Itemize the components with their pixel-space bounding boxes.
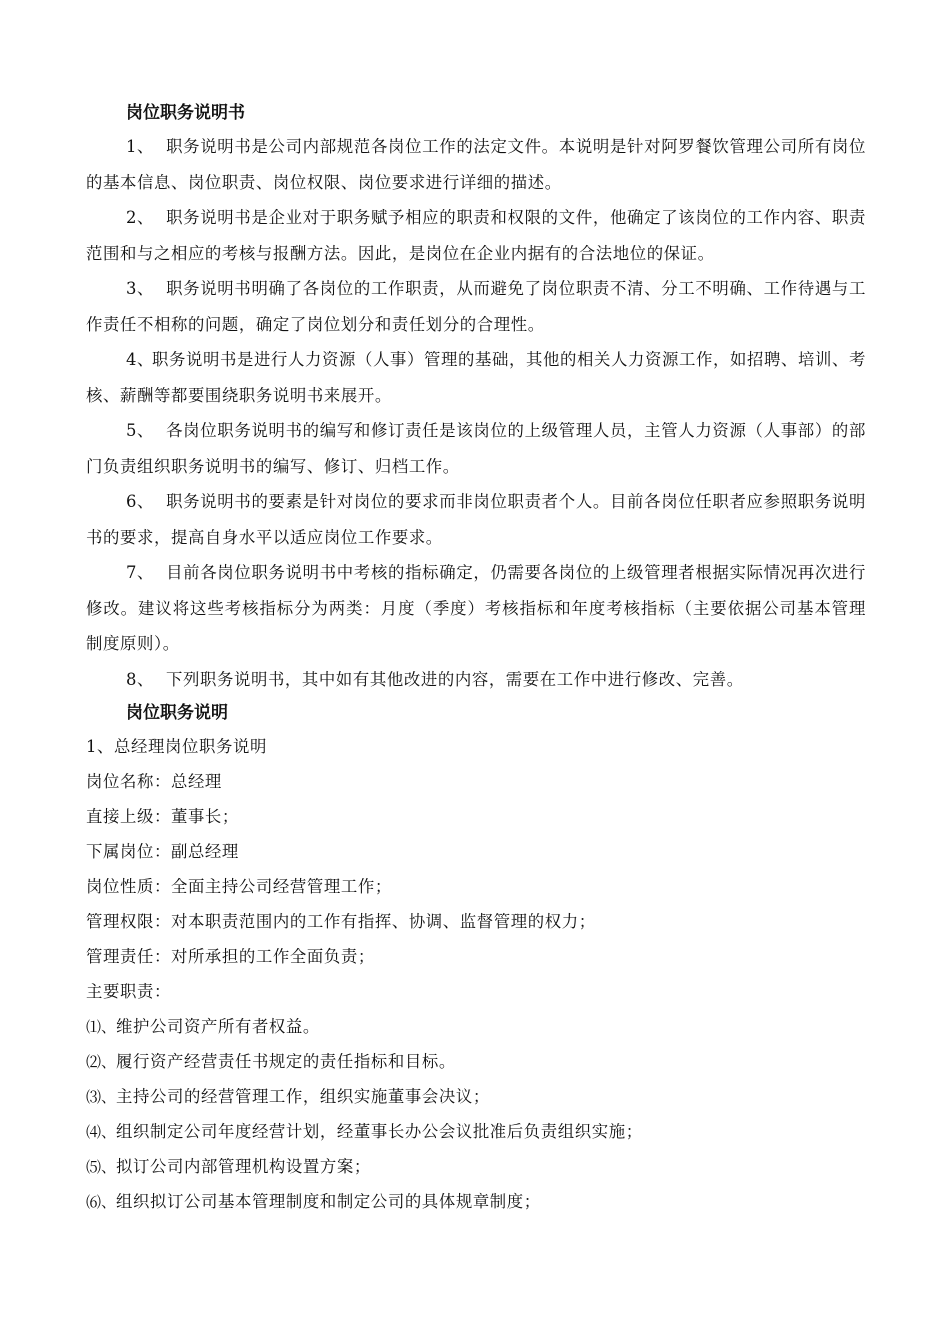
paragraph-1 (86, 129, 866, 200)
duty-number: ⑴、 (86, 1018, 117, 1036)
duty-number: ⑸、 (86, 1158, 117, 1176)
field-value: 副总经理 (170, 842, 239, 861)
paragraph-number: 3、 (126, 279, 155, 298)
paragraph-number: 5、 (126, 421, 155, 440)
section-title: 岗位职务说明 (126, 703, 228, 723)
duty-text: 组织拟订公司基本管理制度和制定公司的具体规章制度； (116, 1192, 541, 1211)
field-authority (86, 904, 866, 939)
duty-item-4 (86, 1114, 866, 1149)
field-key: 管理责任： (86, 947, 171, 966)
field-key: 岗位名称： (86, 772, 171, 791)
paragraph-8 (86, 662, 866, 698)
duty-number: ⑹、 (86, 1193, 117, 1211)
paragraph-text: 各岗位职务说明书的编写和修订责任是该岗位的上级管理人员，主管人力资源（人事部）的部门负责组织职务说明书的编写、修订、归档工作。 (86, 421, 866, 476)
duty-text: 维护公司资产所有者权益。 (116, 1017, 320, 1036)
field-key: 下属岗位： (86, 842, 171, 861)
duty-item-5 (86, 1149, 866, 1184)
duty-item-2 (86, 1044, 866, 1079)
field-responsibility (86, 939, 866, 974)
field-key: 岗位性质： (86, 877, 171, 896)
duty-number: ⑵、 (86, 1053, 117, 1071)
paragraph-3 (86, 271, 866, 342)
paragraph-number: 1、 (126, 137, 155, 156)
field-value: 全面主持公司经营管理工作； (170, 877, 392, 896)
paragraph-text: 职务说明书是进行人力资源（人事）管理的基础，其他的相关人力资源工作，如招聘、培训、考核、薪酬等都要围绕职务说明书来展开。 (86, 350, 866, 405)
paragraph-6 (86, 484, 866, 555)
field-key: 直接上级： (86, 807, 171, 826)
field-value: 对本职责范围内的工作有指挥、协调、监督管理的权力； (170, 912, 596, 931)
paragraph-text: 目前各岗位职务说明书中考核的指标确定，仍需要各岗位的上级管理者根据实际情况再次进行修改。建议将这些考核指标分为两类：月度（季度）考核指标和年度考核指标（主要依据公司基本管理制度原则）。 (86, 563, 866, 653)
paragraph-number: 6、 (126, 492, 155, 511)
paragraph-number: 2、 (126, 208, 155, 227)
field-value: 总经理 (170, 772, 222, 791)
field-key: 管理权限： (86, 912, 171, 931)
document-title: 岗位职务说明书 (126, 103, 245, 123)
field-nature (86, 869, 866, 904)
field-subordinate (86, 834, 866, 869)
subsection-title: 1、总经理岗位职务说明 (86, 737, 267, 756)
duty-item-6 (86, 1184, 866, 1219)
paragraph-text: 下列职务说明书，其中如有其他改进的内容，需要在工作中进行修改、完善。 (166, 669, 744, 689)
paragraph-text: 职务说明书是公司内部规范各岗位工作的法定文件。本说明是针对阿罗餐饮管理公司所有岗位的基本信息、岗位职责、岗位权限、岗位要求进行详细的描述。 (86, 137, 866, 192)
duty-item-1 (86, 1009, 866, 1044)
field-value: 对所承担的工作全面负责； (170, 947, 375, 966)
duty-number: ⑷、 (86, 1123, 117, 1141)
duty-text: 组织制定公司年度经营计划，经董事长办公会议批准后负责组织实施； (116, 1122, 643, 1141)
duty-text: 拟订公司内部管理机构设置方案； (116, 1157, 371, 1176)
paragraph-text: 职务说明书是企业对于职务赋予相应的职责和权限的文件，他确定了该岗位的工作内容、职责范围和与之相应的考核与报酬方法。因此，是岗位在企业内据有的合法地位的保证。 (86, 208, 866, 263)
duties-label: 主要职责： (86, 982, 171, 1001)
duty-text: 主持公司的经营管理工作，组织实施董事会决议； (116, 1087, 490, 1106)
paragraph-4: 4、职务说明书是进行人力资源（人事）管理的基础，其他的相关人力资源工作，如招聘、培训、考核、薪酬等都要围绕职务说明书来展开。 (86, 350, 866, 405)
field-direct-superior (86, 799, 866, 834)
paragraph-2 (86, 200, 866, 271)
document-body (86, 97, 866, 1219)
duty-item-3 (86, 1079, 866, 1114)
duty-text: 履行资产经营责任书规定的责任指标和目标。 (116, 1052, 456, 1071)
paragraph-text: 职务说明书的要素是针对岗位的要求而非岗位职责者个人。目前各岗位任职者应参照职务说明书的要求，提高自身水平以适应岗位工作要求。 (86, 492, 866, 547)
paragraph-text: 职务说明书明确了各岗位的工作职责，从而避免了岗位职责不清、分工不明确、工作待遇与工作责任不相称的问题，确定了岗位划分和责任划分的合理性。 (86, 279, 866, 334)
paragraph-5 (86, 413, 866, 484)
field-value: 董事长； (170, 807, 239, 826)
duty-number: ⑶、 (86, 1088, 117, 1106)
paragraph-7 (86, 555, 866, 662)
paragraph-number: 8、 (126, 669, 155, 689)
paragraph-number: 7、 (126, 563, 155, 582)
field-position-name (86, 764, 866, 799)
